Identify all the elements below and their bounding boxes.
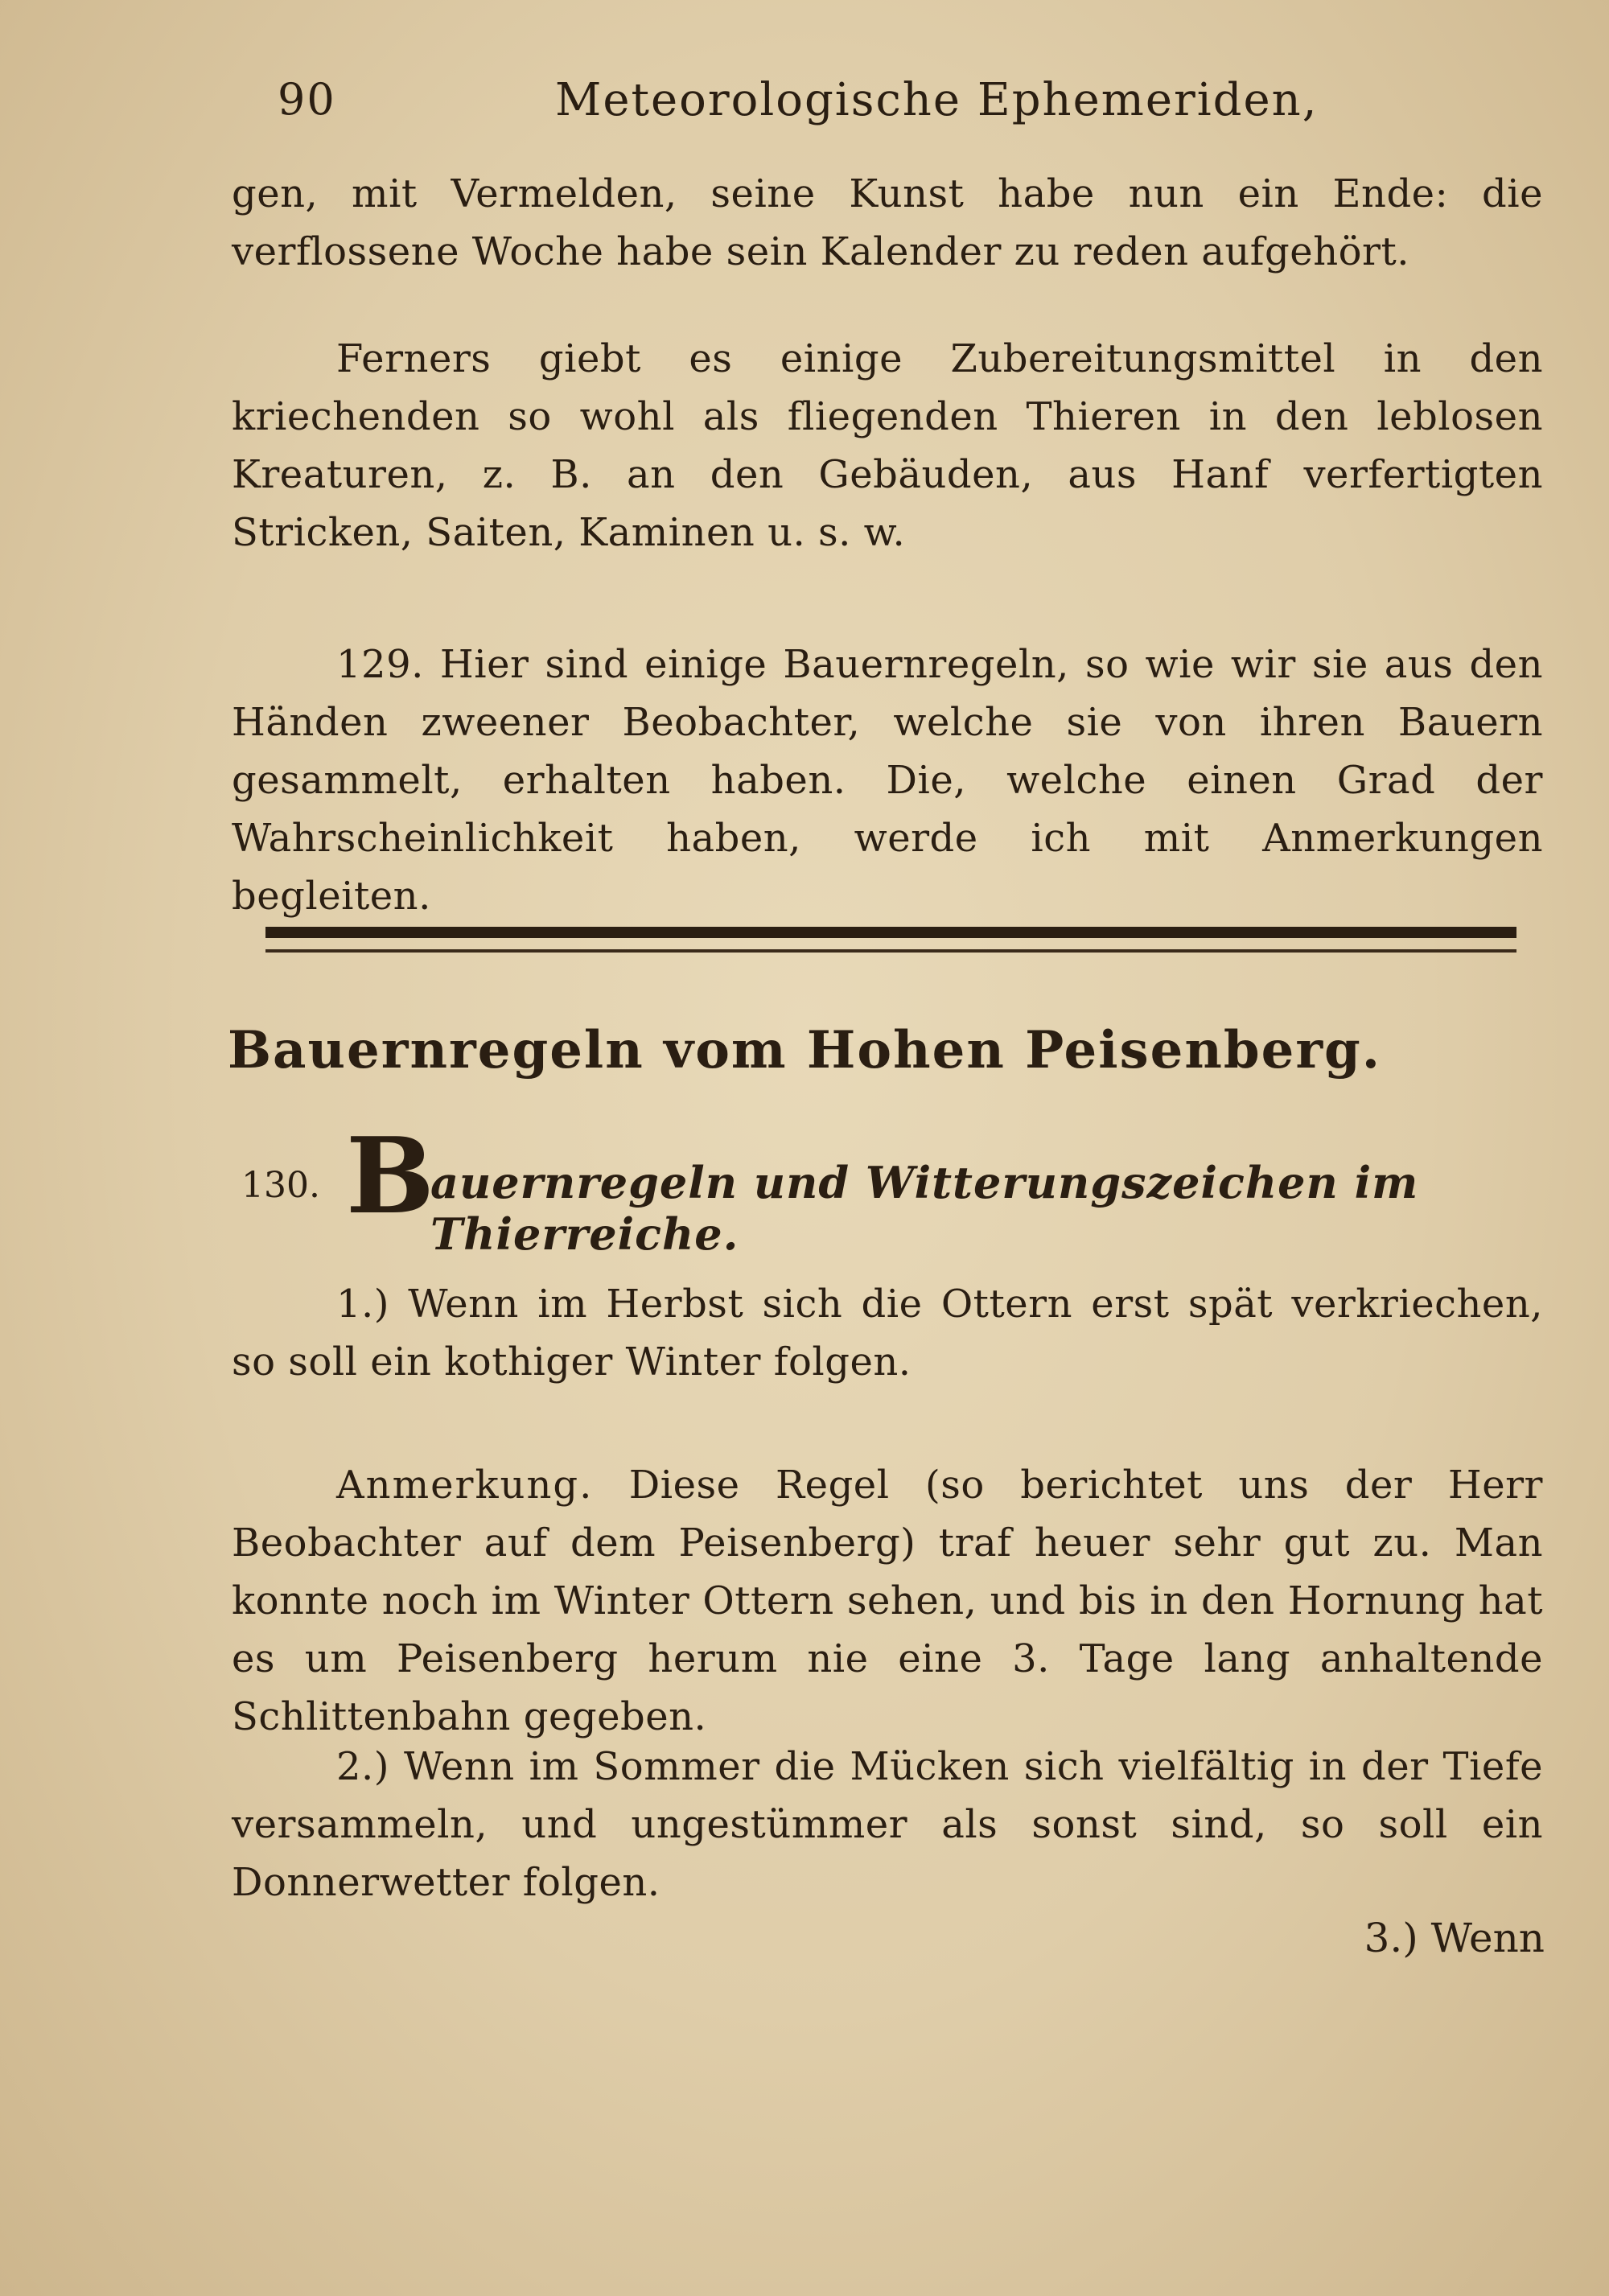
note-text: Diese Regel (so berichtet uns der Herr Beobachter auf dem Peisenberg) traf heuer sehr gut zu. Man konnte noch im Winter Ottern sehen, und bis in den Hornung hat es um Peisenberg herum nie eine 3. Tage lang anhaltende Schlittenbahn gegeben. (232, 1463, 1543, 1739)
entry-title: auernregeln und Witterungszeichen im Thierreiche. (430, 1157, 1419, 1260)
continuation-paragraph: gen, mit Vermelden, seine Kunst habe nun ein Ende: die verflossene Woche habe sein Kalender zu reden aufgehört. (232, 171, 1543, 274)
rule-1: 1.) Wenn im Herbst sich die Ottern erst spät verkriechen, so soll ein kothiger Winter folgen. (232, 1282, 1543, 1385)
paragraph-129: 129. Hier sind einige Bauernregeln, so wie wir sie aus den Händen zweener Beobachter, welche sie von ihren Bauern gesammelt, erhalten haben. Die, welche einen Grad der Wahrscheinlichkeit haben, werde ich mit Anmerkungen begleiten. (232, 642, 1543, 919)
entry-heading-130 (241, 1114, 1569, 1260)
page-header (0, 74, 1609, 146)
ferners-paragraph: Ferners giebt es einige Zubereitungsmittel in den kriechenden so wohl als fliegenden Thieren in den leblosen Kreaturen, z. B. an den Gebäuden, aus Hanf verfertigten Stricken, Saiten, Kaminen u. s. w. (232, 336, 1543, 555)
note-paragraph (232, 1456, 1543, 1746)
page-number: 90 (278, 74, 336, 125)
running-title: Meteorologische Ephemeriden, (555, 74, 1319, 126)
entry-number: 130. (241, 1165, 320, 1206)
section-title: Bauernregeln vom Hohen Peisenberg. (227, 1020, 1382, 1080)
catchword: 3.) Wenn (1364, 1915, 1545, 1961)
note-label: Anmerkung. (336, 1463, 594, 1508)
rule-2: 2.) Wenn im Sommer die Mücken sich vielfältig in der Tiefe versammeln, und ungestümmer als sonst sind, so soll ein Donnerwetter folgen. (232, 1744, 1543, 1905)
drop-cap: B (346, 1114, 434, 1237)
section-divider-thin (265, 949, 1516, 953)
section-divider-thick (265, 927, 1516, 938)
